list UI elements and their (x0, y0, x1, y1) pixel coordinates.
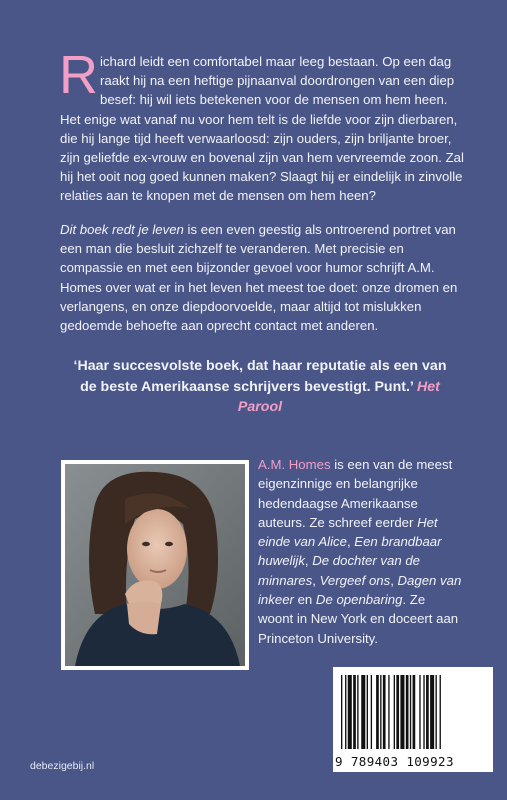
bio-separator: , (304, 553, 313, 569)
book-ref-5: Dagen van inkeer (258, 572, 462, 608)
barcode-bars (333, 667, 493, 753)
bio-separator: en (293, 592, 316, 608)
book-title: Dit boek redt je leven (60, 222, 184, 237)
barcode-bar (361, 675, 365, 749)
barcode-bar (380, 675, 381, 749)
barcode-bar (430, 675, 434, 749)
drop-cap: R (59, 45, 98, 105)
author-name: A.M. Homes (258, 457, 331, 472)
isbn-barcode (333, 667, 493, 772)
book-ref-2: Een brandbaar huwelijk (258, 534, 442, 569)
barcode-bar (345, 675, 346, 749)
barcode-bar (371, 675, 372, 749)
bio-separator: , (390, 572, 398, 588)
book-ref-6: De openbaring (315, 592, 403, 608)
blurb-paragraph-1 (59, 45, 470, 206)
barcode-bar (419, 675, 420, 749)
barcode-bar (394, 675, 395, 749)
bio-separator: , (312, 572, 320, 588)
bio-text: is een van de meest eigenzinnige en belangrijke hedendaagse Amerikaanse auteurs. Ze schreef eerder (258, 457, 453, 530)
author-portrait-image (65, 464, 245, 666)
barcode-bar (426, 675, 429, 749)
press-quote (70, 356, 450, 418)
bio-separator: , (346, 534, 355, 550)
press-quote-text: ‘Haar succesvolste boek, dat haar reputatie als een van de beste Amerikaanse schrijvers bevestigt. Punt.’ (73, 358, 447, 395)
barcode-bar (406, 675, 409, 749)
book-ref-4: Vergeef ons (319, 572, 391, 588)
blurb-paragraph-2-text: is een even geestig als ontroerend portret van een man die besluit zichzelf te veranderen. Met precisie en compassie en met een bijzonder gevoel voor humor schrijft A.M. Homes over wat er in het leven het meest toe doet: onze dromen en verlangens, en onze diepdoorvoelde, maar altijd tot mislukken gedoemde behoefte aan oprecht contact met anderen. (60, 222, 458, 334)
barcode-bar (413, 675, 416, 749)
barcode-bar (357, 675, 358, 749)
barcode-bar (367, 675, 368, 749)
blurb-paragraph-1-text: ichard leidt een comfortabel maar leeg bestaan. Op een dag raakt hij na een heftige pijnaanval doordrongen van een diep besef: hij wil iets betekenen voor de mensen om hem heen. Het enige wat vanaf nu voor hem telt is de liefde voor zijn dierbaren, die hij lange tijd heeft verwaarloosd: zijn ouders, zijn briljante broer, zijn geliefde ex-vrouw en bovenal zijn van hem vervreemde zoon. Zal hij het ooit nog goed kunnen maken? Slaagt hij er eindelijk in zinvolle relaties aan te knopen met de mensen om hem heen? (60, 54, 464, 204)
author-bio (258, 455, 463, 648)
press-quote-source: Het Parool (237, 378, 440, 415)
barcode-bar (341, 675, 342, 749)
book-ref-3: De dochter van de minnares (258, 553, 421, 588)
barcode-bar (353, 675, 356, 749)
barcode-bar (410, 675, 411, 749)
barcode-bar (396, 675, 399, 749)
barcode-bar (423, 675, 424, 749)
barcode-bar (383, 675, 386, 749)
publisher-url[interactable]: debezigebij.nl (30, 760, 95, 772)
isbn-number: 9 789403 109923 (335, 754, 454, 769)
author-photo (61, 460, 249, 670)
barcode-bar (388, 675, 389, 749)
bio-text-end: . Ze woont in New York en doceert aan Princeton University. (258, 592, 459, 646)
barcode-bar (376, 675, 379, 749)
barcode-bar (400, 675, 404, 749)
barcode-bar (440, 675, 441, 749)
barcode-bar (436, 675, 437, 749)
book-ref-1: Het einde van Alice (258, 514, 438, 550)
barcode-bar (348, 675, 352, 749)
blurb-paragraph-2 (60, 220, 470, 335)
